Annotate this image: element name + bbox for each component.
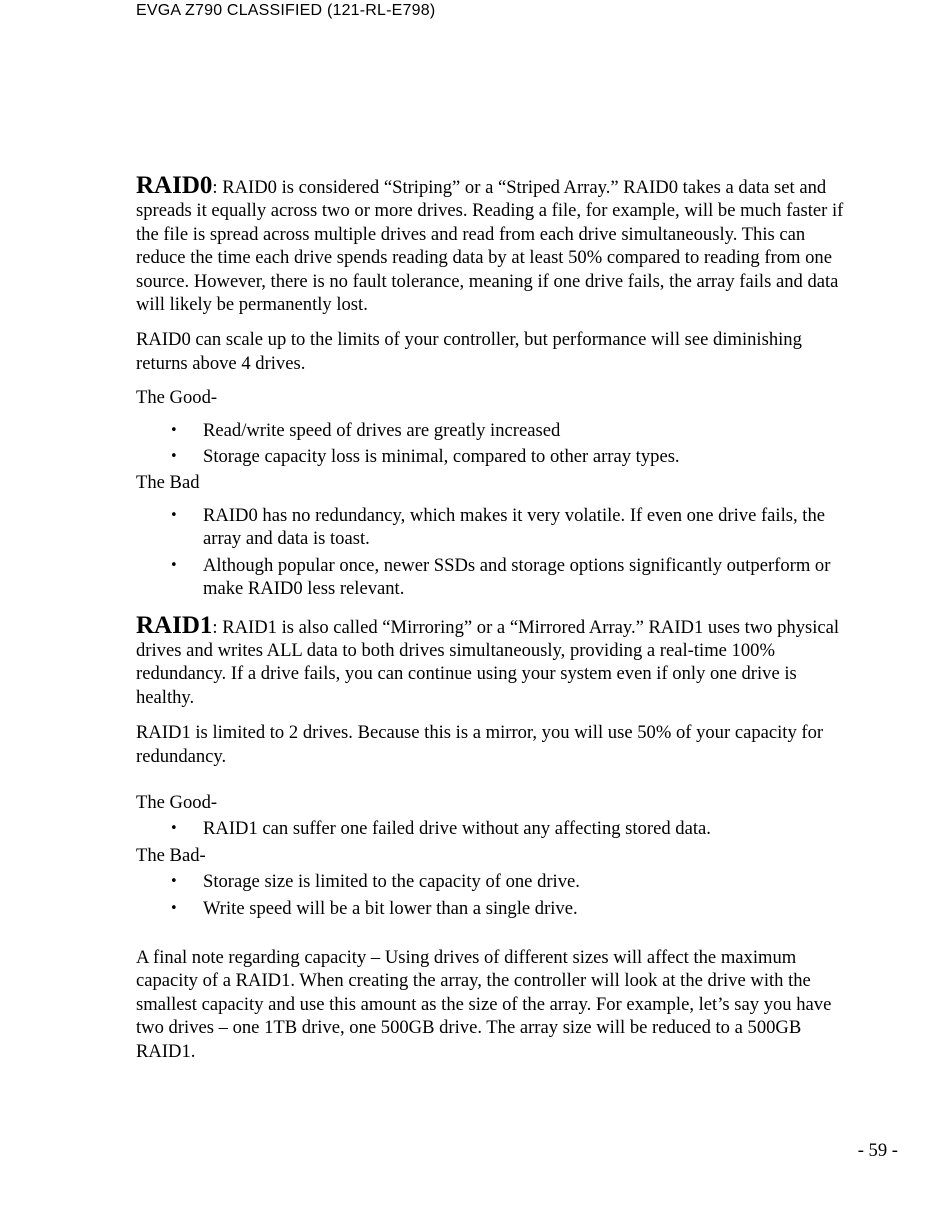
list-item (136, 554, 848, 601)
raid0-bad-list (136, 504, 848, 601)
document-body (136, 174, 848, 1063)
list-item (136, 419, 848, 442)
list-item-text: RAID1 can suffer one failed drive without any affecting stored data. (203, 818, 711, 840)
bullet-icon: • (170, 449, 178, 465)
document-header: EVGA Z790 CLASSIFIED (121-RL-E798) (136, 2, 436, 19)
list-item (136, 817, 848, 840)
bullet-icon: • (170, 900, 178, 916)
raid1-intro-text: : RAID1 is also called “Mirroring” or a “Mirrored Array.” RAID1 uses two physical drives and writes ALL data to both drives simultaneously, providing a real-time 100% redundancy. If a drive fails, you can continue using your system even if only one drive is healthy. (136, 616, 840, 708)
raid1-bad-label: The Bad- (136, 844, 206, 866)
list-item-text: RAID0 has no redundancy, which makes it very volatile. If even one drive fails, the array and data is toast. (203, 504, 826, 550)
raid0-bad-label: The Bad (136, 472, 200, 494)
raid0-good-list (136, 419, 848, 469)
bullet-icon: • (170, 507, 178, 523)
bullet-icon: • (170, 821, 178, 837)
raid0-heading: RAID0 (136, 172, 213, 199)
bullet-icon: • (170, 874, 178, 890)
list-item (136, 504, 848, 551)
raid1-good-label: The Good- (136, 791, 218, 813)
raid0-intro-text: : RAID0 is considered “Striping” or a “Striped Array.” RAID0 takes a data set and spreads it equally across two or more drives. Reading a file, for example, will be much faster if the file is spread across multiple drives and read from each drive simultaneously. This can reduce the time each drive spends reading data by at least 50% compared to reading from one source. However, there is no fault tolerance, meaning if one drive fails, the array fails and data will likely be permanently lost. (136, 177, 844, 316)
list-item (136, 897, 848, 920)
bullet-icon: • (170, 422, 178, 438)
list-item (136, 445, 848, 468)
raid1-intro-paragraph (136, 611, 848, 710)
raid1-good-list (136, 817, 848, 840)
list-item-text: Write speed will be a bit lower than a single drive. (203, 897, 578, 919)
raid0-good-label: The Good- (136, 387, 218, 409)
raid0-intro-paragraph (136, 174, 848, 316)
bullet-icon: • (170, 557, 178, 573)
raid1-limit-note: RAID1 is limited to 2 drives. Because this is a mirror, you will use 50% of your capacity for redundancy. (136, 722, 824, 767)
raid0-scale-note: RAID0 can scale up to the limits of your controller, but performance will see diminishing returns above 4 drives. (136, 329, 802, 374)
list-item-text: Storage size is limited to the capacity of one drive. (203, 871, 580, 893)
final-note-paragraph: A final note regarding capacity – Using drives of different sizes will affect the maximum capacity of a RAID1. When creating the array, the controller will look at the drive with the smallest capacity and use this amount as the size of the array. For example, let’s say you have two drives – one 1TB drive, one 500GB drive. The array size will be reduced to a 500GB RAID1. (136, 946, 832, 1062)
page-number: - 59 - (857, 1140, 898, 1161)
list-item (136, 870, 848, 893)
raid1-heading: RAID1 (136, 611, 213, 639)
list-item-text: Although popular once, newer SSDs and storage options significantly outperform or make RAID0 less relevant. (203, 554, 831, 600)
list-item-text: Storage capacity loss is minimal, compared to other array types. (203, 446, 680, 468)
list-item-text: Read/write speed of drives are greatly increased (203, 419, 561, 441)
raid1-bad-list (136, 870, 848, 920)
